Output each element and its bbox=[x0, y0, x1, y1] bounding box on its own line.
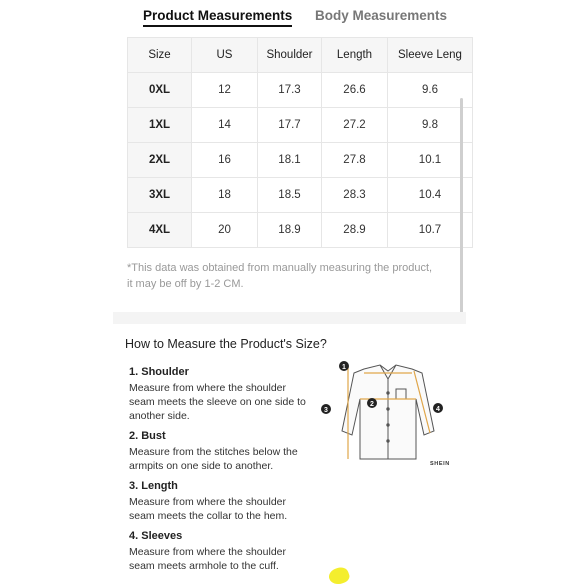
shirt-measurement-diagram bbox=[318, 359, 458, 474]
table-row bbox=[128, 143, 473, 178]
sleeve-cell: 10.1 bbox=[388, 143, 473, 178]
table-row bbox=[128, 73, 473, 108]
length-cell: 27.2 bbox=[322, 108, 388, 143]
step-description: Measure from where the shoulder seam meets armhole to the cuff. bbox=[129, 546, 286, 572]
length-cell: 28.3 bbox=[322, 178, 388, 213]
sleeve-cell: 9.6 bbox=[388, 73, 473, 108]
step-description: Measure from where the shoulder seam meets the collar to the hem. bbox=[129, 496, 288, 522]
step-title: 4. Sleeves bbox=[129, 530, 183, 542]
us-cell: 14 bbox=[192, 108, 258, 143]
marker-2 bbox=[367, 398, 377, 408]
brand-label: SHEIN bbox=[430, 461, 450, 467]
size-cell: 1XL bbox=[128, 108, 192, 143]
column-header-size: Size bbox=[128, 38, 192, 73]
step-title: 1. Shoulder bbox=[129, 366, 189, 378]
size-cell: 0XL bbox=[128, 73, 192, 108]
measurement-tabs bbox=[113, 0, 466, 36]
step-length bbox=[129, 479, 309, 523]
step-description: Measure from the stitches below the armpits on one side to another. bbox=[129, 446, 298, 472]
marker-3 bbox=[321, 404, 331, 414]
us-cell: 20 bbox=[192, 213, 258, 248]
tab-body-measurements[interactable]: Body Measurements bbox=[315, 8, 448, 23]
step-shoulder bbox=[129, 365, 309, 423]
us-cell: 12 bbox=[192, 73, 258, 108]
svg-text:3: 3 bbox=[324, 407, 328, 414]
length-cell: 26.6 bbox=[322, 73, 388, 108]
shoulder-cell: 18.5 bbox=[258, 178, 322, 213]
shoulder-cell: 18.9 bbox=[258, 213, 322, 248]
step-title: 3. Length bbox=[129, 480, 178, 492]
scrollbar[interactable] bbox=[460, 98, 463, 323]
length-cell: 27.8 bbox=[322, 143, 388, 178]
section-divider bbox=[113, 312, 466, 324]
step-title: 2. Bust bbox=[129, 430, 166, 442]
shirt-illustration bbox=[342, 365, 434, 459]
svg-text:1: 1 bbox=[342, 364, 346, 371]
shoulder-cell: 17.3 bbox=[258, 73, 322, 108]
sleeve-cell: 9.8 bbox=[388, 108, 473, 143]
marker-1 bbox=[339, 361, 349, 371]
size-table bbox=[127, 37, 473, 248]
size-cell: 3XL bbox=[128, 178, 192, 213]
tab-product-measurements[interactable]: Product Measurements bbox=[143, 8, 293, 23]
step-sleeves bbox=[129, 529, 309, 573]
length-cell: 28.9 bbox=[322, 213, 388, 248]
column-header-us: US bbox=[192, 38, 258, 73]
table-row bbox=[128, 213, 473, 248]
sleeve-cell: 10.7 bbox=[388, 213, 473, 248]
shoulder-cell: 18.1 bbox=[258, 143, 322, 178]
column-header-sleeve-length: Sleeve Leng bbox=[388, 38, 473, 73]
size-table-container[interactable] bbox=[127, 37, 462, 251]
us-cell: 18 bbox=[192, 178, 258, 213]
shoulder-cell: 17.7 bbox=[258, 108, 322, 143]
step-description: Measure from where the shoulder seam meets the sleeve on one side to another side. bbox=[129, 382, 306, 422]
marker-4 bbox=[433, 403, 443, 413]
svg-text:2: 2 bbox=[370, 401, 374, 408]
table-header-row bbox=[128, 38, 473, 73]
table-row bbox=[128, 178, 473, 213]
table-row bbox=[128, 108, 473, 143]
column-header-length: Length bbox=[322, 38, 388, 73]
size-cell: 2XL bbox=[128, 143, 192, 178]
size-cell: 4XL bbox=[128, 213, 192, 248]
step-bust bbox=[129, 429, 309, 473]
svg-text:4: 4 bbox=[436, 406, 440, 413]
column-header-shoulder: Shoulder bbox=[258, 38, 322, 73]
sleeve-cell: 10.4 bbox=[388, 178, 473, 213]
measurement-disclaimer: *This data was obtained from manually measuring the product, it may be off by 1-2 CM. bbox=[127, 262, 433, 290]
how-to-measure-section bbox=[113, 324, 466, 580]
us-cell: 16 bbox=[192, 143, 258, 178]
how-to-measure-title: How to Measure the Product's Size? bbox=[125, 337, 327, 351]
